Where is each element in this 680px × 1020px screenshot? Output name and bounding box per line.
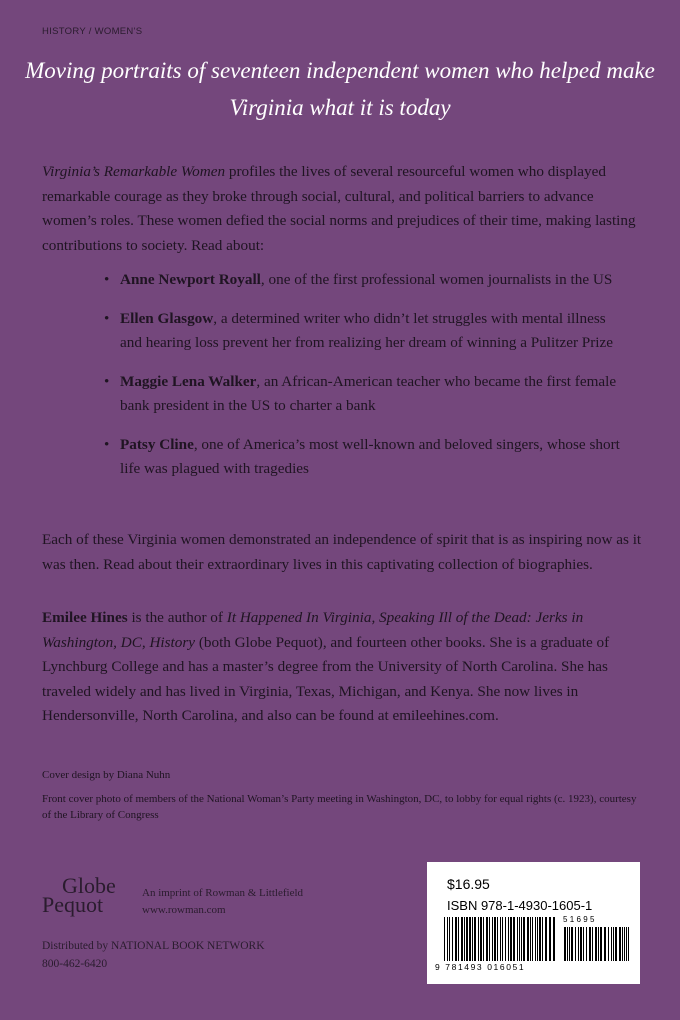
woman-name: Maggie Lena Walker bbox=[120, 372, 257, 390]
book-title: Virginia’s Remarkable Women bbox=[42, 163, 226, 180]
imprint-text: An imprint of Rowman & Littlefield bbox=[142, 887, 304, 899]
intro-text: profiles the lives of several resourceful women who displayed remarkable courage as they broke through social, cultural, and political barriers to advance women’s roles. These women defied the social norms and prejudices of their time, making lasting contributions to society. Read about: bbox=[42, 163, 636, 254]
bio-text: (both Globe Pequot), and fourteen other books. She is a graduate of Lynchburg College and has a master’s degree from the University of North Carolina. She has traveled widely and has lived in Virginia, Texas, Michigan, and Kenya. She now lives in Hendersonville, North Carolina, and also can be found at emileehines.com. bbox=[42, 633, 610, 724]
barcode-sticker bbox=[427, 862, 640, 984]
woman-name: Ellen Glasgow bbox=[120, 309, 214, 327]
barcode-number: 9 781493 016051 bbox=[435, 962, 526, 972]
photo-credit: Front cover photo of members of the National Woman’s Party meeting in Washington, DC, to lobby for equal rights (c. 1923), courtesy of the Library of Congress bbox=[42, 793, 637, 821]
woman-description: , a determined writer who didn’t let struggles with mental illness and hearing loss prevent her from realizing her dream of winning a Pulitzer Prize bbox=[120, 309, 614, 351]
tagline: Moving portraits of seventeen independent women who helped make Virginia what it is today bbox=[25, 58, 655, 120]
imprint-info bbox=[142, 885, 303, 919]
author-name: Emilee Hines bbox=[42, 609, 128, 626]
barcode-icon bbox=[444, 917, 631, 961]
isbn: ISBN 978-1-4930-1605-1 bbox=[447, 898, 593, 913]
woman-description: , one of America’s most well-known and beloved singers, whose short life was plagued with tragedies bbox=[120, 435, 620, 477]
closing-paragraph: Each of these Virginia women demonstrated an independence of spirit that is as inspiring now as it was then. Read about their extraordinary lives in this captivating collection of biographies. bbox=[42, 531, 642, 573]
category-label: HISTORY / WOMEN'S bbox=[42, 26, 143, 37]
distributor-text: Distributed by NATIONAL BOOK NETWORK bbox=[42, 940, 265, 952]
women-list bbox=[104, 268, 624, 496]
publisher-url: www.rowman.com bbox=[142, 904, 226, 916]
cover-design-credit: Cover design by Diana Nuhn bbox=[42, 769, 171, 781]
list-item bbox=[104, 433, 624, 482]
list-item bbox=[104, 370, 624, 419]
distributor-info bbox=[42, 937, 265, 973]
woman-name: Patsy Cline bbox=[120, 435, 194, 453]
barcode-addon-number: 51695 bbox=[563, 915, 597, 924]
list-item bbox=[104, 268, 624, 293]
distributor-phone: 800-462-6420 bbox=[42, 958, 108, 970]
woman-name: Anne Newport Royall bbox=[120, 271, 261, 288]
woman-description: , an African-American teacher who became the first female bank president in the US to charter a bank bbox=[120, 372, 617, 414]
logo-line: Pequot bbox=[42, 892, 104, 917]
author-bio bbox=[42, 606, 642, 729]
price: $16.95 bbox=[447, 876, 490, 892]
woman-description: , one of the first professional women journalists in the US bbox=[260, 271, 613, 288]
publisher-logo bbox=[42, 873, 116, 917]
logo-line: Globe bbox=[62, 873, 116, 898]
list-item bbox=[104, 307, 624, 356]
author-books: It Happened In Virginia, Speaking Ill of the Dead: Jerks in Washington, DC, History bbox=[42, 609, 584, 651]
bio-text: is the author of bbox=[127, 609, 227, 626]
intro-paragraph bbox=[42, 160, 642, 258]
